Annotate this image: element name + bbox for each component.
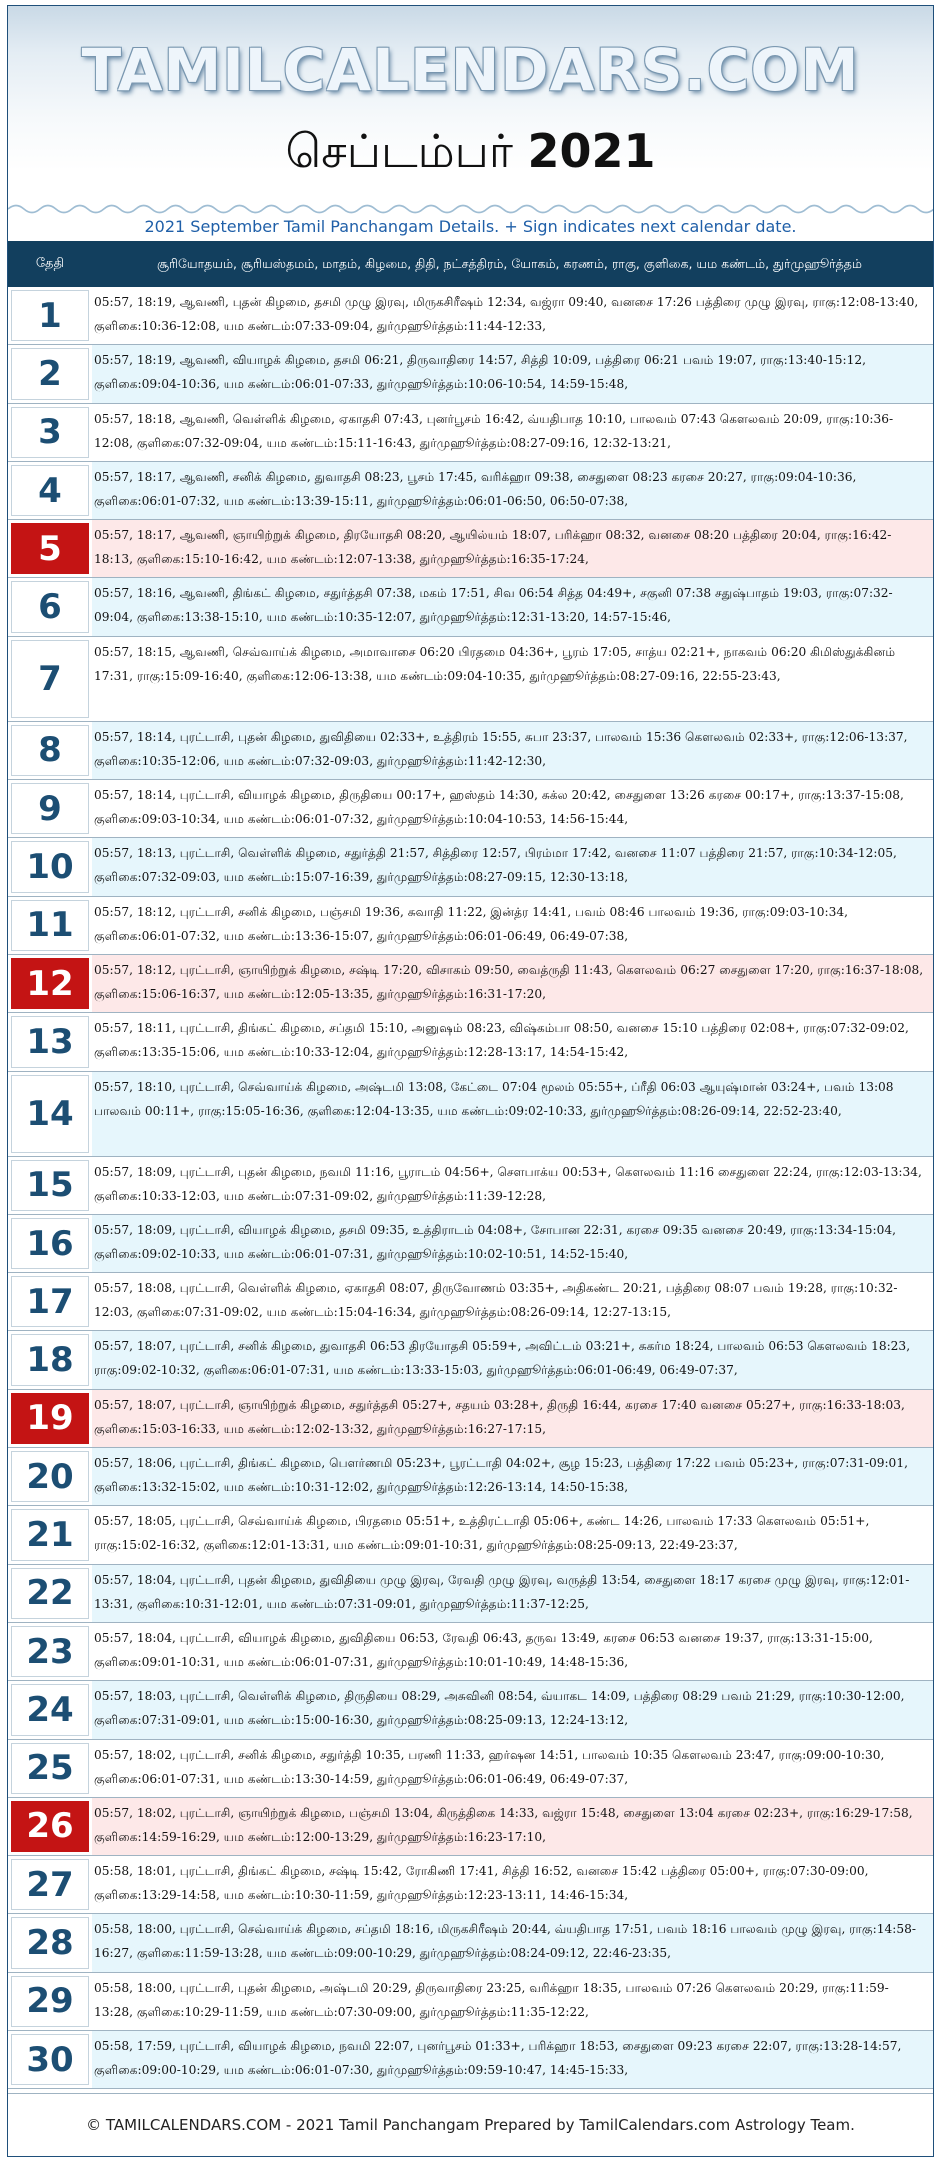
day-details: 05:57, 18:07, புரட்டாசி, சனிக் கிழமை, துவாதசி 06:53 திரயோதசி 05:59+, அவிட்டம் 03:21+, சுகர்ம 18:24, பாலவம் 06:53 கௌலவம் 18:23, ராகு:09:02-10:32, குளிகை:06:01-07:31, யம கண்டம்:13:33-15:03, துர்முஹூர்த்தம்:06:01-06:49, 06:49-07:37, <box>92 1331 933 1388</box>
day-details: 05:57, 18:14, புரட்டாசி, வியாழக் கிழமை, திருதியை 00:17+, ஹஸ்தம் 14:30, சுக்ல 20:42, சைதுளை 13:26 கரசை 00:17+, ராகு:13:37-15:08, குளிகை:09:03-10:34, யம கண்டம்:06:01-07:32, துர்முஹூர்த்தம்:10:04-10:53, 14:56-15:44, <box>92 780 933 837</box>
day-number: 18 <box>11 1334 89 1385</box>
day-row <box>8 520 933 578</box>
page-footer: © TAMILCALENDARS.COM - 2021 Tamil Panchangam Prepared by TamilCalendars.com Astrology Team. <box>8 2093 933 2156</box>
day-details: 05:58, 18:00, புரட்டாசி, செவ்வாய்க் கிழமை, சப்தமி 18:16, மிருகசிரீஷம் 20:44, வ்யதிபாத 17:51, பவம் 18:16 பாலவம் முழு இரவு, ராகு:14:58-16:27, குளிகை:11:59-13:28, யம கண்டம்:09:00-10:29, துர்முஹூர்த்தம்:08:24-09:12, 22:46-23:35, <box>92 1914 933 1971</box>
day-number: 9 <box>11 783 89 834</box>
day-number: 20 <box>11 1451 89 1502</box>
day-row <box>8 1157 933 1215</box>
day-details: 05:57, 18:14, புரட்டாசி, புதன் கிழமை, துவிதியை 02:33+, உத்திரம் 15:55, சுபா 23:37, பாலவம் 15:36 கௌலவம் 02:33+, ராகு:12:06-13:37, குளிகை:10:35-12:06, யம கண்டம்:07:32-09:03, துர்முஹூர்த்தம்:11:42-12:30, <box>92 722 933 779</box>
column-header-date: தேதி <box>35 256 65 271</box>
day-number: 15 <box>11 1160 89 1211</box>
day-number: 7 <box>11 640 89 718</box>
day-row <box>8 462 933 520</box>
day-row <box>8 1506 933 1564</box>
day-row <box>8 1914 933 1972</box>
day-details: 05:57, 18:04, புரட்டாசி, புதன் கிழமை, துவிதியை முழு இரவு, ரேவதி முழு இரவு, வருத்தி 13:54, சைதுளை 18:17 கரசை முழு இரவு, ராகு:12:01-13:31, குளிகை:10:31-12:01, யம கண்டம்:07:31-09:01, துர்முஹூர்த்தம்:11:37-12:25, <box>92 1565 933 1622</box>
day-row <box>8 287 933 345</box>
day-details: 05:57, 18:12, புரட்டாசி, ஞாயிற்றுக் கிழமை, சஷ்டி 17:20, விசாகம் 09:50, வைத்ருதி 11:43, கௌலவம் 06:27 சைதுளை 17:20, ராகு:16:37-18:08, குளிகை:15:06-16:37, யம கண்டம்:12:05-13:35, துர்முஹூர்த்தம்:16:31-17:20, <box>92 955 933 1012</box>
day-number: 29 <box>11 1976 89 2027</box>
day-number: 28 <box>11 1917 89 1968</box>
day-number: 13 <box>11 1016 89 1067</box>
day-details: 05:58, 17:59, புரட்டாசி, வியாழக் கிழமை, நவமி 22:07, புனர்பூசம் 01:33+, பரிக்ஹா 18:53, சைதுளை 09:23 கரசை 22:07, ராகு:13:28-14:57, குளிகை:09:00-10:29, யம கண்டம்:06:01-07:30, துர்முஹூர்த்தம்:09:59-10:47, 14:45-15:33, <box>92 2031 933 2088</box>
day-row <box>8 897 933 955</box>
day-details: 05:57, 18:02, புரட்டாசி, ஞாயிற்றுக் கிழமை, பஞ்சமி 13:04, கிருத்திகை 14:33, வஜ்ரா 15:48, சைதுளை 13:04 கரசை 02:23+, ராகு:16:29-17:58, குளிகை:14:59-16:29, யம கண்டம்:12:00-13:29, துர்முஹூர்த்தம்:16:23-17:10, <box>92 1798 933 1855</box>
month-name: செப்டம்பர் <box>285 124 513 178</box>
day-row <box>8 780 933 838</box>
day-details: 05:57, 18:19, ஆவணி, வியாழக் கிழமை, தசமி 06:21, திருவாதிரை 14:57, சித்தி 10:09, பத்திரை 06:21 பவம் 19:07, ராகு:13:40-15:12, குளிகை:09:04-10:36, யம கண்டம்:06:01-07:33, துர்முஹூர்த்தம்:10:06-10:54, 14:59-15:48, <box>92 345 933 402</box>
day-details: 05:57, 18:02, புரட்டாசி, சனிக் கிழமை, சதுர்த்தி 10:35, பரணி 11:33, ஹர்ஷன 14:51, பாலவம் 10:35 கௌலவம் 23:47, ராகு:09:00-10:30, குளிகை:06:01-07:31, யம கண்டம்:13:30-14:59, துர்முஹூர்த்தம்:06:01-06:49, 06:49-07:37, <box>92 1740 933 1797</box>
day-details: 05:57, 18:15, ஆவணி, செவ்வாய்க் கிழமை, அமாவாசை 06:20 பிரதமை 04:36+, பூரம் 17:05, சாத்ய 02:21+, நாகவம் 06:20 கிமிஸ்துக்கினம் 17:31, ராகு:15:09-16:40, குளிகை:12:06-13:38, யம கண்டம்:09:04-10:35, துர்முஹூர்த்தம்:08:27-09:16, 22:55-23:43, <box>92 637 933 721</box>
day-row <box>8 1390 933 1448</box>
day-number: 4 <box>11 465 89 516</box>
day-number: 23 <box>11 1626 89 1677</box>
day-number: 30 <box>11 2034 89 2085</box>
day-number: 14 <box>11 1075 89 1153</box>
day-details: 05:57, 18:04, புரட்டாசி, வியாழக் கிழமை, துவிதியை 06:53, ரேவதி 06:43, தருவ 13:49, கரசை 06:53 வனசை 19:37, ராகு:13:31-15:00, குளிகை:09:01-10:31, யம கண்டம்:06:01-07:31, துர்முஹூர்த்தம்:10:01-10:49, 14:48-15:36, <box>92 1623 933 1680</box>
page-subtitle: 2021 September Tamil Panchangam Details. + Sign indicates next calendar date. <box>144 217 797 236</box>
day-row <box>8 637 933 722</box>
day-row <box>8 345 933 403</box>
day-details: 05:57, 18:18, ஆவணி, வெள்ளிக் கிழமை, ஏகாதசி 07:43, புனர்பூசம் 16:42, வ்யதிபாத 10:10, பாலவம் 07:43 கௌலவம் 20:09, ராகு:10:36-12:08, குளிகை:07:32-09:04, யம கண்டம்:15:11-16:43, துர்முஹூர்த்தம்:08:27-09:16, 12:32-13:21, <box>92 404 933 461</box>
day-details: 05:57, 18:05, புரட்டாசி, செவ்வாய்க் கிழமை, பிரதமை 05:51+, உத்திரட்டாதி 05:06+, கண்ட 14:26, பாலவம் 17:33 கௌலவம் 05:51+, ராகு:15:02-16:32, குளிகை:12:01-13:31, யம கண்டம்:09:01-10:31, துர்முஹூர்த்தம்:08:25-09:13, 22:49-23:37, <box>92 1506 933 1563</box>
day-number: 6 <box>11 581 89 632</box>
day-details: 05:57, 18:17, ஆவணி, சனிக் கிழமை, துவாதசி 08:23, பூசம் 17:45, வரிக்ஹா 09:38, சைதுளை 08:23 கரசை 20:27, ராகு:09:04-10:36, குளிகை:06:01-07:32, யம கண்டம்:13:39-15:11, துர்முஹூர்த்தம்:06:01-06:50, 06:50-07:38, <box>92 462 933 519</box>
month-title <box>8 124 933 185</box>
day-row <box>8 1623 933 1681</box>
day-row <box>8 404 933 462</box>
day-row <box>8 1072 933 1157</box>
day-number: 24 <box>11 1684 89 1735</box>
day-row <box>8 1973 933 2031</box>
day-row <box>8 1681 933 1739</box>
day-number: 1 <box>11 290 89 341</box>
day-rows <box>8 287 933 2089</box>
day-details: 05:57, 18:10, புரட்டாசி, செவ்வாய்க் கிழமை, அஷ்டமி 13:08, கேட்டை 07:04 மூலம் 05:55+, ப்ரீதி 06:03 ஆயுஷ்மான் 03:24+, பவம் 13:08 பாலவம் 00:11+, ராகு:15:05-16:36, குளிகை:12:04-13:35, யம கண்டம்:09:02-10:33, துர்முஹூர்த்தம்:08:26-09:14, 22:52-23:40, <box>92 1072 933 1156</box>
day-row <box>8 2031 933 2089</box>
day-number: 17 <box>11 1276 89 1327</box>
day-row <box>8 1798 933 1856</box>
day-number: 11 <box>11 900 89 951</box>
day-number: 19 <box>11 1393 89 1444</box>
day-number: 22 <box>11 1568 89 1619</box>
day-number: 16 <box>11 1218 89 1269</box>
day-details: 05:57, 18:06, புரட்டாசி, திங்கட் கிழமை, பௌர்ணமி 05:23+, பூரட்டாதி 04:02+, சூழ 15:23, பத்திரை 17:22 பவம் 05:23+, ராகு:07:31-09:01, குளிகை:13:32-15:02, யம கண்டம்:10:31-12:02, துர்முஹூர்த்தம்:12:26-13:14, 14:50-15:38, <box>92 1448 933 1505</box>
day-details: 05:57, 18:03, புரட்டாசி, வெள்ளிக் கிழமை, திருதியை 08:29, அசுவினி 08:54, வ்யாகட 14:09, பத்திரை 08:29 பவம் 21:29, ராகு:10:30-12:00, குளிகை:07:31-09:01, யம கண்டம்:15:00-16:30, துர்முஹூர்த்தம்:08:25-09:13, 12:24-13:12, <box>92 1681 933 1738</box>
day-row <box>8 955 933 1013</box>
day-details: 05:57, 18:19, ஆவணி, புதன் கிழமை, தசமி முழு இரவு, மிருகசிரீஷம் 12:34, வஜ்ரா 09:40, வனசை 17:26 பத்திரை முழு இரவு, ராகு:12:08-13:40, குளிகை:10:36-12:08, யம கண்டம்:07:33-09:04, துர்முஹூர்த்தம்:11:44-12:33, <box>92 287 933 344</box>
column-header-details: சூரியோதயம், சூரியஸ்தமம், மாதம், கிழமை, திதி, நட்சத்திரம், யோகம், கரணம், ராகு, குளிகை, யம கண்டம், துர்முஹூர்த்தம் <box>157 255 862 271</box>
day-details: 05:57, 18:09, புரட்டாசி, வியாழக் கிழமை, தசமி 09:35, உத்திராடம் 04:08+, சோபான 22:31, கரசை 09:35 வனசை 20:49, ராகு:13:34-15:04, குளிகை:09:02-10:33, யம கண்டம்:06:01-07:31, துர்முஹூர்த்தம்:10:02-10:51, 14:52-15:40, <box>92 1215 933 1272</box>
day-number: 10 <box>11 841 89 892</box>
day-number: 12 <box>11 958 89 1009</box>
day-row <box>8 1565 933 1623</box>
day-details: 05:57, 18:16, ஆவணி, திங்கட் கிழமை, சதுர்த்தசி 07:38, மகம் 17:51, சிவ 06:54 சித்த 04:49+, சகுனி 07:38 சதுஷ்பாதம் 19:03, ராகு:07:32-09:04, குளிகை:13:38-15:10, யம கண்டம்:10:35-12:07, துர்முஹூர்த்தம்:12:31-13:20, 14:57-15:46, <box>92 578 933 635</box>
day-details: 05:58, 18:01, புரட்டாசி, திங்கட் கிழமை, சஷ்டி 15:42, ரோகிணி 17:41, சித்தி 16:52, வனசை 15:42 பத்திரை 05:00+, ராகு:07:30-09:00, குளிகை:13:29-14:58, யம கண்டம்:10:30-11:59, துர்முஹூர்த்தம்:12:23-13:11, 14:46-15:34, <box>92 1856 933 1913</box>
day-row <box>8 838 933 896</box>
day-number: 3 <box>11 407 89 458</box>
day-row <box>8 1273 933 1331</box>
day-number: 2 <box>11 348 89 399</box>
day-row <box>8 1013 933 1071</box>
day-row <box>8 1215 933 1273</box>
day-number: 27 <box>11 1859 89 1910</box>
day-number: 26 <box>11 1801 89 1852</box>
page-header <box>8 6 933 241</box>
day-row <box>8 1740 933 1798</box>
day-row <box>8 1331 933 1389</box>
day-number: 25 <box>11 1743 89 1794</box>
day-details: 05:57, 18:09, புரட்டாசி, புதன் கிழமை, நவமி 11:16, பூராடம் 04:56+, சௌபாக்ய 00:53+, கௌலவம் 11:16 சைதுளை 22:24, ராகு:12:03-13:34, குளிகை:10:33-12:03, யம கண்டம்:07:31-09:02, துர்முஹூர்த்தம்:11:39-12:28, <box>92 1157 933 1214</box>
day-details: 05:57, 18:11, புரட்டாசி, திங்கட் கிழமை, சப்தமி 15:10, அனுஷம் 08:23, விஷ்கம்பா 08:50, வனசை 15:10 பத்திரை 02:08+, ராகு:07:32-09:02, குளிகை:13:35-15:06, யம கண்டம்:10:33-12:04, துர்முஹூர்த்தம்:12:28-13:17, 14:54-15:42, <box>92 1013 933 1070</box>
day-number: 21 <box>11 1509 89 1560</box>
day-details: 05:58, 18:00, புரட்டாசி, புதன் கிழமை, அஷ்டமி 20:29, திருவாதிரை 23:25, வரிக்ஹா 18:35, பாலவம் 07:26 கௌலவம் 20:29, ராகு:11:59-13:28, குளிகை:10:29-11:59, யம கண்டம்:07:30-09:00, துர்முஹூர்த்தம்:11:35-12:22, <box>92 1973 933 2030</box>
day-number: 5 <box>11 523 89 574</box>
day-details: 05:57, 18:13, புரட்டாசி, வெள்ளிக் கிழமை, சதுர்த்தி 21:57, சித்திரை 12:57, பிரம்மா 17:42, வனசை 11:07 பத்திரை 21:57, ராகு:10:34-12:05, குளிகை:07:32-09:03, யம கண்டம்:15:07-16:39, துர்முஹூர்த்தம்:08:27-09:15, 12:30-13:18, <box>92 838 933 895</box>
day-details: 05:57, 18:17, ஆவணி, ஞாயிற்றுக் கிழமை, திரயோதசி 08:20, ஆயில்யம் 18:07, பரிக்ஹா 08:32, வனசை 08:20 பத்திரை 20:04, ராகு:16:42-18:13, குளிகை:15:10-16:42, யம கண்டம்:12:07-13:38, துர்முஹூர்த்தம்:16:35-17:24, <box>92 520 933 577</box>
table-header <box>8 241 933 287</box>
day-details: 05:57, 18:08, புரட்டாசி, வெள்ளிக் கிழமை, ஏகாதசி 08:07, திருவோணம் 03:35+, அதிகண்ட 20:21, பத்திரை 08:07 பவம் 19:28, ராகு:10:32-12:03, குளிகை:07:31-09:02, யம கண்டம்:15:04-16:34, துர்முஹூர்த்தம்:08:26-09:14, 12:27-13:15, <box>92 1273 933 1330</box>
decorative-wave-divider <box>8 202 933 216</box>
month-year: 2021 <box>527 124 656 178</box>
day-row <box>8 1448 933 1506</box>
day-row <box>8 578 933 636</box>
day-row <box>8 1856 933 1914</box>
site-logo-title[interactable]: TAMILCALENDARS.COM <box>81 36 860 104</box>
day-details: 05:57, 18:12, புரட்டாசி, சனிக் கிழமை, பஞ்சமி 19:36, சுவாதி 11:22, இன்த்ர 14:41, பவம் 08:46 பாலவம் 19:36, ராகு:09:03-10:34, குளிகை:06:01-07:32, யம கண்டம்:13:36-15:07, துர்முஹூர்த்தம்:06:01-06:49, 06:49-07:38, <box>92 897 933 954</box>
calendar-page <box>7 5 934 2157</box>
day-details: 05:57, 18:07, புரட்டாசி, ஞாயிற்றுக் கிழமை, சதுர்த்தசி 05:27+, சதயம் 03:28+, திருதி 16:44, கரசை 17:40 வனசை 05:27+, ராகு:16:33-18:03, குளிகை:15:03-16:33, யம கண்டம்:12:02-13:32, துர்முஹூர்த்தம்:16:27-17:15, <box>92 1390 933 1447</box>
day-row <box>8 722 933 780</box>
day-number: 8 <box>11 725 89 776</box>
